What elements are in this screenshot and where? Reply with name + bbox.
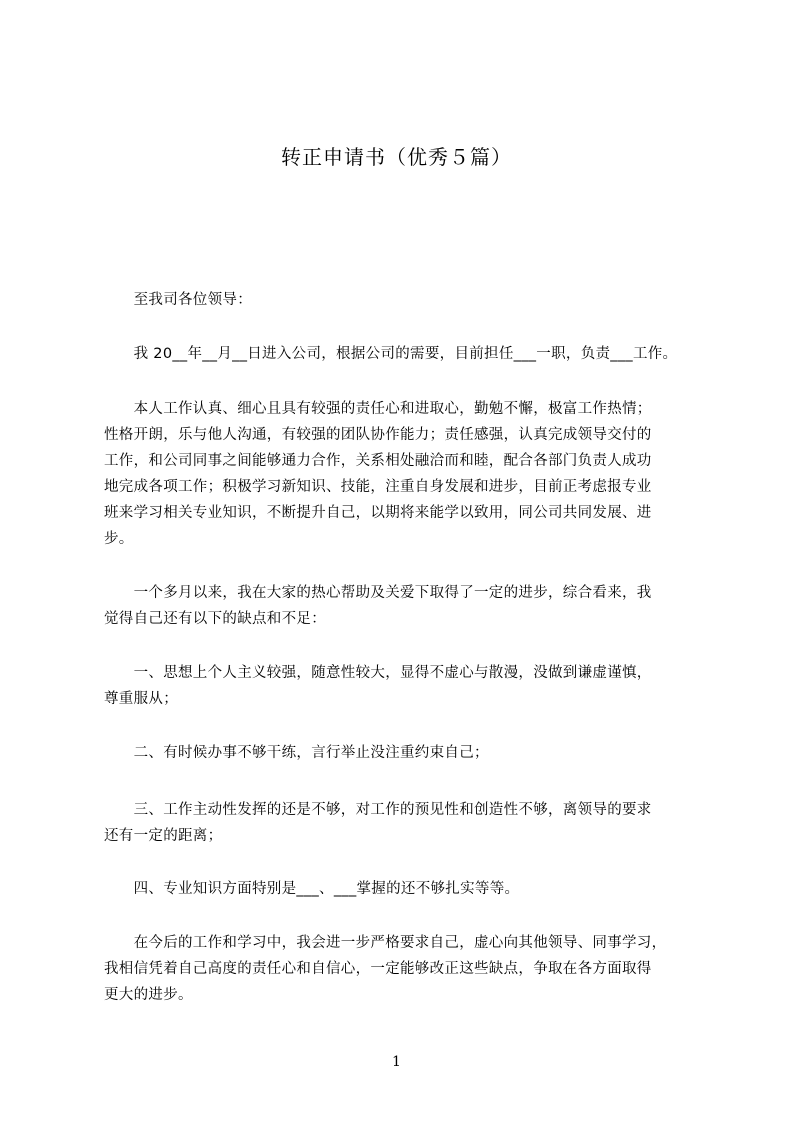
paragraph-item-2 xyxy=(104,740,704,766)
text-line: 一个多月以来，我在大家的热心帮助及关爱下取得了一定的进步，综合看来，我 xyxy=(104,585,652,601)
document-title: 转正申请书（优秀５篇） xyxy=(281,145,512,169)
text-line: 在今后的工作和学习中，我会进一步严格要求自己，虚心向其他领导、同事学习， xyxy=(104,935,667,951)
text-line: 班来学习相关专业知识，不断提升自己，以期将来能学以致用，同公司共同发展、进 xyxy=(104,505,652,521)
text-line: 工作，和公司同事之间能够通力合作，关系相处融洽而和睦，配合各部门负责人成功 xyxy=(104,453,652,469)
text-line: 我相信凭着自己高度的责任心和自信心，一定能够改正这些缺点，争取在各方面取得 xyxy=(104,961,652,977)
text-line: 二、有时候办事不够干练，言行举止没注重约束自己； xyxy=(104,745,489,761)
text-line: 更大的进步。 xyxy=(104,987,193,1003)
text-line: 我 20__年__月__日进入公司，根据公司的需要，目前担任___一职，负责___工作。 xyxy=(104,346,678,362)
paragraph-intro xyxy=(104,341,704,367)
text-line: 觉得自己还有以下的缺点和不足： xyxy=(104,611,326,627)
text-line: 一、思想上个人主义较强，随意性较大，显得不虚心与散漫，没做到谦虚谨慎， xyxy=(104,665,652,681)
paragraph-item-1 xyxy=(104,660,704,712)
paragraph-self-evaluation xyxy=(104,396,704,552)
paragraph-salutation xyxy=(104,287,704,313)
text-line: 性格开朗，乐与他人沟通，有较强的团队协作能力；责任感强，认真完成领导交付的 xyxy=(104,427,652,443)
paragraph-shortcomings-intro xyxy=(104,580,704,632)
paragraph-item-3 xyxy=(104,797,704,849)
paragraph-item-4 xyxy=(104,876,704,902)
text-line: 本人工作认真、细心且具有较强的责任心和进取心，勤勉不懈，极富工作热情； xyxy=(104,401,652,417)
text-line: 步。 xyxy=(104,531,134,547)
paragraph-conclusion xyxy=(104,930,704,1008)
text-line: 尊重服从； xyxy=(104,691,178,707)
text-line: 四、专业知识方面特别是___、___掌握的还不够扎实等等。 xyxy=(104,881,520,897)
text-line: 至我司各位领导： xyxy=(104,292,252,308)
text-line: 还有一定的距离； xyxy=(104,828,223,844)
page-number: 1 xyxy=(392,1054,401,1070)
text-line: 地完成各项工作；积极学习新知识、技能，注重自身发展和进步，目前正考虑报专业 xyxy=(104,479,652,495)
text-line: 三、工作主动性发挥的还是不够，对工作的预见性和创造性不够，离领导的要求 xyxy=(104,802,652,818)
